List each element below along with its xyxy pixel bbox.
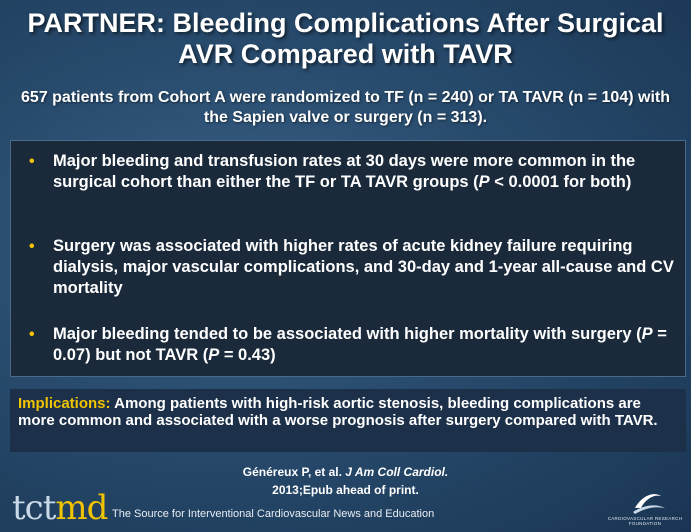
citation: Généreux P, et al. J Am Coll Cardiol. 2013;Epub ahead of print. bbox=[242, 465, 449, 497]
slide-subtitle: 657 patients from Cohort A were randomized to TF (n = 240) or TA TAVR (n = 104) with the Sapien valve or surgery (n = 313). bbox=[21, 89, 670, 126]
crf-logo: CARDIOVASCULAR RESEARCH FOUNDATION bbox=[605, 490, 685, 530]
implications-box bbox=[10, 389, 686, 452]
tctmd-logo[interactable]: tctmd bbox=[12, 488, 108, 528]
bullet-item: • Major bleeding tended to be associated with higher mortality with surgery (P = 0.07) but not TAVR (P = 0.43) bbox=[29, 325, 667, 364]
implications-text: Among patients with high-risk aortic stenosis, bleeding complications are more common and associated with a worse prognosis after surgery compared with TAVR. bbox=[18, 395, 658, 429]
bullet-item: • Surgery was associated with higher rates of acute kidney failure requiring dialysis, major vascular complications, and 30-day and 1-year all-cause and CV mortality bbox=[29, 237, 674, 297]
title-line-2: AVR Compared with TAVR bbox=[178, 39, 513, 69]
title-line-1: PARTNER: Bleeding Complications After Surgical bbox=[27, 8, 664, 38]
bullet-item: • Major bleeding and transfusion rates at 30 days were more common in the surgical cohort than either the TF or TA TAVR groups (P < 0.0001 for both) bbox=[29, 152, 636, 191]
bullet-marker: • bbox=[29, 326, 35, 343]
crf-swoosh-icon bbox=[605, 490, 685, 516]
bullet-marker: • bbox=[29, 238, 35, 255]
findings-box bbox=[10, 140, 686, 377]
footer-tagline: The Source for Interventional Cardiovascular News and Education bbox=[112, 508, 435, 520]
slide-title bbox=[0, 8, 691, 70]
implications-label: Implications: bbox=[18, 395, 111, 412]
journal-name: J Am Coll Cardiol. bbox=[345, 465, 449, 479]
bullet-marker: • bbox=[29, 153, 35, 170]
footer bbox=[0, 486, 691, 532]
